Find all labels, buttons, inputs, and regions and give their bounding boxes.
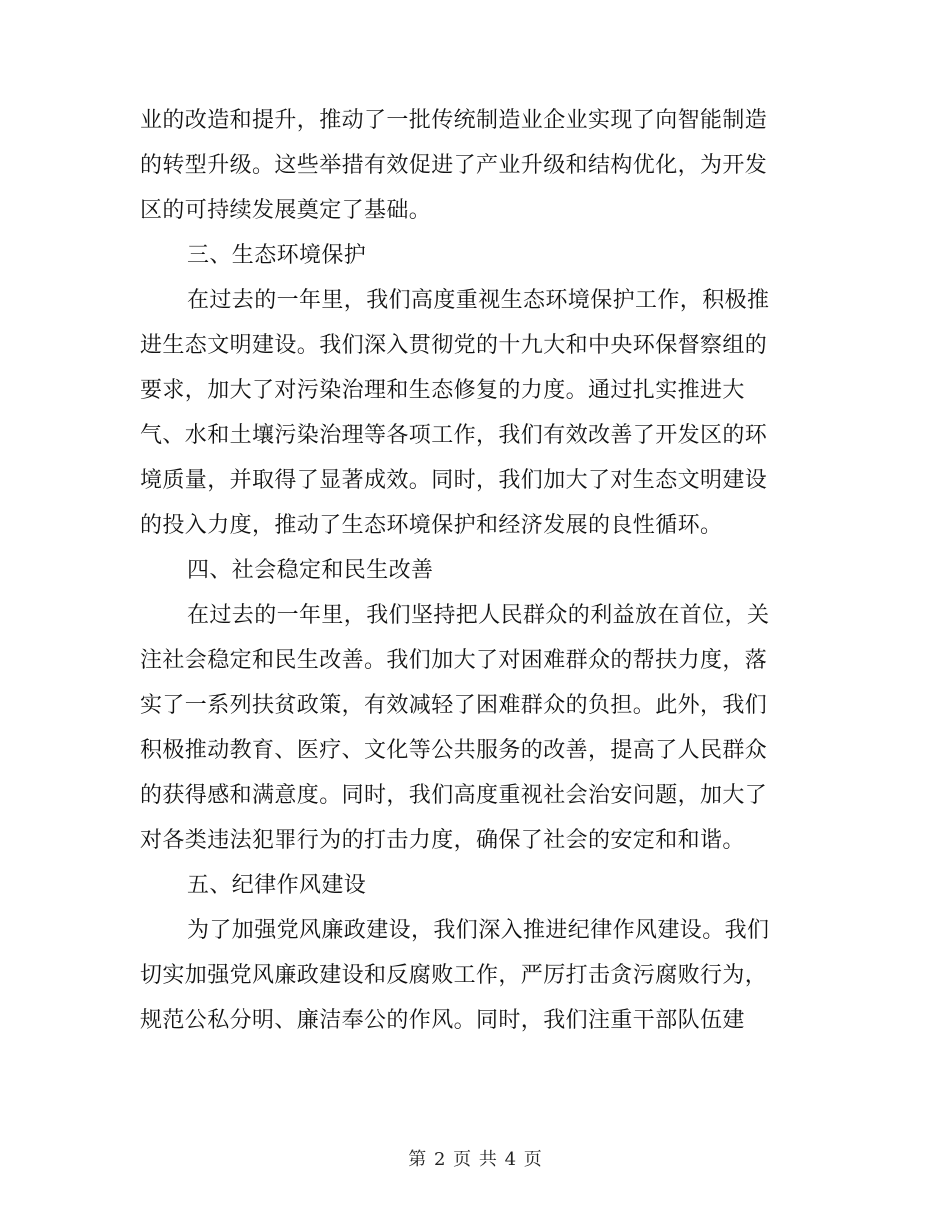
text-line: 规范公私分明、廉洁奉公的作风。同时，我们注重干部队伍建 xyxy=(140,1008,745,1033)
text-line: 气、水和土壤污染治理等各项工作，我们有效改善了开发区的环 xyxy=(140,423,768,448)
text-line: 为了加强党风廉政建设，我们深入推进纪律作风建设。我们 xyxy=(187,918,770,943)
section-heading: 四、社会稳定和民生改善 xyxy=(187,558,434,583)
section-heading: 五、纪律作风建设 xyxy=(187,873,367,898)
text-line: 积极推动教育、医疗、文化等公共服务的改善，提高了人民群众 xyxy=(140,738,768,763)
text-line: 在过去的一年里，我们坚持把人民群众的利益放在首位，关 xyxy=(187,603,770,628)
text-line: 切实加强党风廉政建设和反腐败工作，严厉打击贪污腐败行为， xyxy=(140,963,768,988)
text-line: 对各类违法犯罪行为的打击力度，确保了社会的安定和和谐。 xyxy=(140,828,745,853)
section-heading: 三、生态环境保护 xyxy=(187,243,367,268)
text-line: 实了一系列扶贫政策，有效减轻了困难群众的负担。此外，我们 xyxy=(140,693,768,718)
text-line: 注社会稳定和民生改善。我们加大了对困难群众的帮扶力度，落 xyxy=(140,648,768,673)
text-line: 在过去的一年里，我们高度重视生态环境保护工作，积极推 xyxy=(187,288,770,313)
text-line: 区的可持续发展奠定了基础。 xyxy=(140,198,432,223)
text-line: 的投入力度，推动了生态环境保护和经济发展的良性循环。 xyxy=(140,513,723,538)
text-line: 境质量，并取得了显著成效。同时，我们加大了对生态文明建设 xyxy=(140,468,768,493)
text-line: 的获得感和满意度。同时，我们高度重视社会治安问题，加大了 xyxy=(140,783,768,808)
document-body xyxy=(140,98,812,1043)
text-line: 要求，加大了对污染治理和生态修复的力度。通过扎实推进大 xyxy=(140,378,745,403)
page-number: 第 2 页 共 4 页 xyxy=(408,1149,542,1170)
text-line: 业的改造和提升，推动了一批传统制造业企业实现了向智能制造 xyxy=(140,108,768,133)
text-line: 的转型升级。这些举措有效促进了产业升级和结构优化，为开发 xyxy=(140,153,768,178)
text-line: 进生态文明建设。我们深入贯彻党的十九大和中央环保督察组的 xyxy=(140,333,768,358)
